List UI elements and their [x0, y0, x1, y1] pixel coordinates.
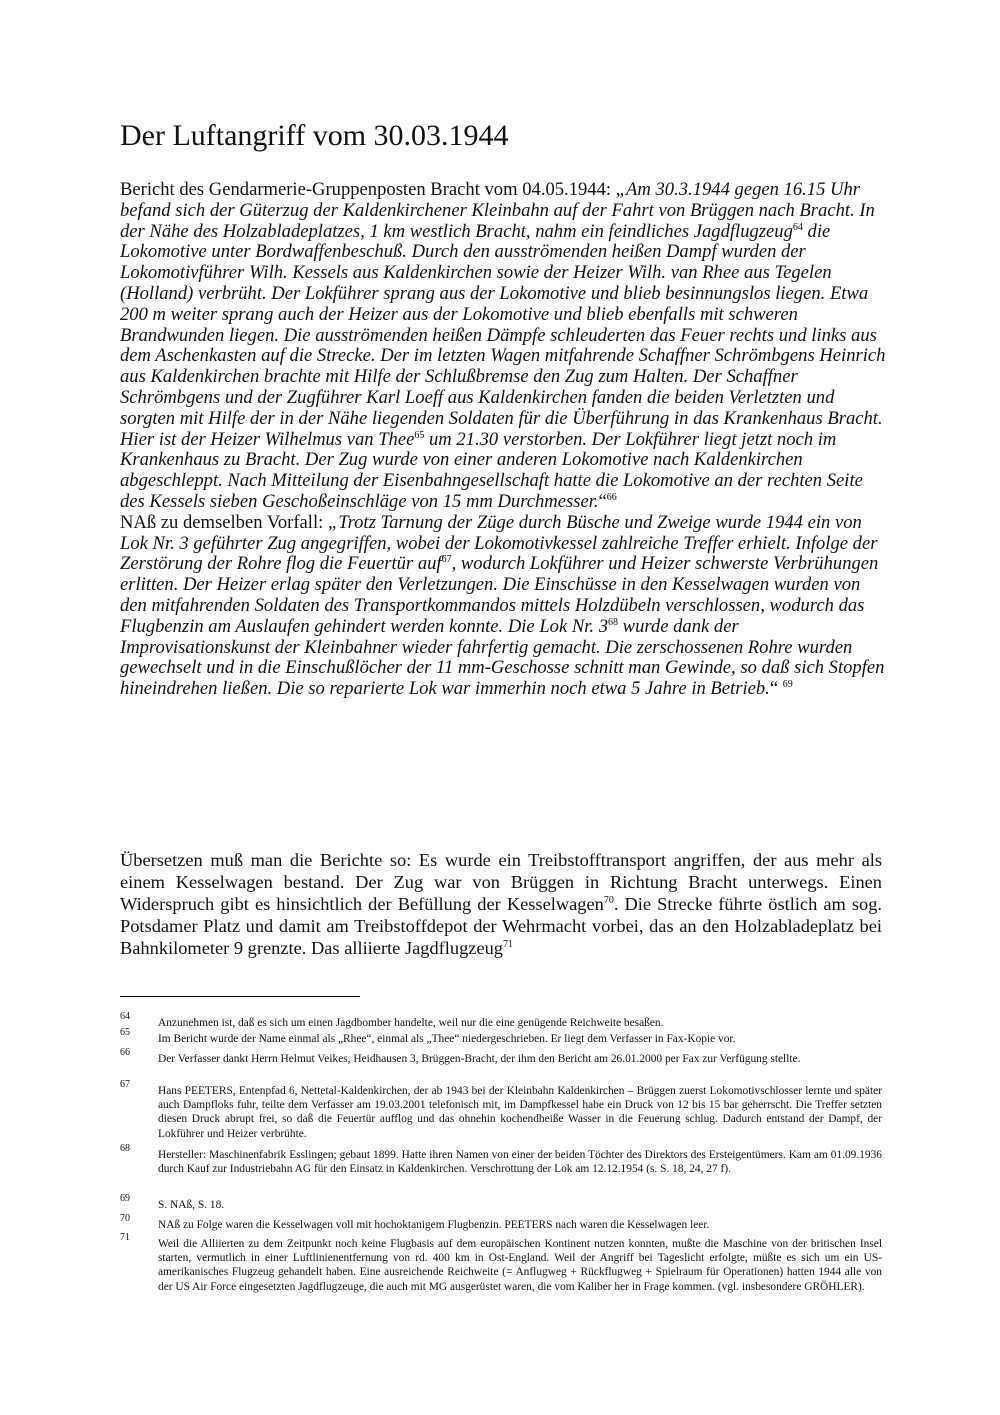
footnote-text: Anzunehmen ist, daß es sich um einen Jagdbomber handelte, weil nur die eine genügende Reichweite besaßen.: [158, 1017, 664, 1029]
footnote-number: 65: [120, 1027, 130, 1038]
footnote-ref-64[interactable]: 64: [792, 221, 803, 233]
nass-quote-part2: , wodurch Lokführer und Heizer schwerste Verbrühungen erlitten. Der Heizer erlag später den Verletzungen. Die Einschüsse in den Kesselwagen wurden von den mitfahrenden Soldaten des Transportkommandos mittels Holzdübeln verschlossen, wodurch das Flugbenzin am Auslaufen gehindert werden konnte. Die Lok Nr. 3: [120, 553, 879, 637]
nass-close-quote: “: [769, 678, 783, 700]
footnote-text: Hersteller: Maschinenfabrik Esslingen; gebaut 1899. Hatte ihren Namen von einer der beiden Töchter des Direktors des Ersteigentümers. Kam am 01.09.1936 durch Kauf zur Industriebahn AG für den Einsatz in Kaldenkirchen. Verschrottung der Lok am 12.12.1954 (s. S. 18, 24, 27 f).: [158, 1149, 882, 1176]
footnote-ref-70[interactable]: 70: [603, 894, 614, 906]
footnote-ref-68[interactable]: 68: [608, 616, 619, 628]
nass-quote-part3: wurde dank der Improvisationskunst der Kleinbahner wieder fahrfertig gemacht. Die zerschossenen Rohre wurden gewechselt und in die Einschußlöcher der 11 mm-Geschosse schnitt man Gewinde, so daß sich Stopfen hineindrehen ließen. Die so reparierte Lok war immerhin noch etwa 5 Jahre in Betrieb.: [120, 615, 885, 700]
footnote-number: 64: [120, 1011, 130, 1022]
footnote-text: Weil die Alliierten zu dem Zeitpunkt noch keine Flugbasis auf dem europäischen Kontinent nutzen konnten, mußte die Maschine von der britischen Insel starten, vermutlich in einer Luftlinienentfernung von rd. 400 km in Ost-England. Weil der Angriff bei Tageslicht erfolgte, müßte es sich um ein US-amerikanisches Flugzeug gehandelt haben. Eine ausreichende Reichweite (= Anflugweg + Rückflugweg + Spielraum für Operationen) hatten 1944 alle von der US Air Force eingesetzten Jagdflugzeuge, die auch mit MG ausgerüstet waren, die vom Kaliber her in Frage kommen. (vgl. insbesondere GRÖHLER).: [158, 1238, 882, 1293]
footnote-ref-65[interactable]: 65: [414, 429, 425, 441]
nass-paragraph: [120, 513, 890, 700]
page-title: Der Luftangriff vom 30.03.1944: [120, 119, 509, 152]
footnote-64: [120, 1011, 882, 1030]
footnote-number: 71: [120, 1232, 130, 1243]
footnote-number: 67: [120, 1079, 130, 1090]
report-quote-part1: „Am 30.3.1944 gegen 16.15 Uhr befand sich der Güterzug der Kaldenkirchener Kleinbahn auf der Fahrt von Brüggen nach Bracht. In der Nähe des Holzabladeplatzes, 1 km westlich Bracht, nahm ein feindliches Jagdflugzeug: [120, 179, 875, 242]
translation-part2: . Die Strecke führte östlich am sog. Potsdamer Platz und damit am Treibstoffdepot der Wehrmacht vorbei, das an den Holzabladeplatz bei Bahnkilometer 9 grenzte. Das alliierte Jagdflugzeug: [120, 894, 882, 958]
translation-part1: Übersetzen muß man die Berichte so: Es wurde ein Treibstofftransport angriffen, der aus mehr als einem Kesselwagen bestand. Der Zug war von Brüggen in Richtung Bracht unterwegs. Einen Widerspruch gibt es hinsichtlich der Befüllung der Kesselwagen: [120, 850, 882, 914]
report-intro: Bericht des Gendarmerie-Gruppenposten Bracht vom 04.05.1944:: [120, 179, 616, 200]
footnote-ref-69[interactable]: 69: [782, 678, 793, 690]
footnote-text: Der Verfasser dankt Herrn Helmut Veikes, Heidhausen 3, Brüggen-Bracht, der ihm den Bericht am 26.01.2000 per Fax zur Verfügung stellte.: [158, 1053, 801, 1065]
translation-paragraph: [120, 849, 882, 959]
footnote-text: Im Bericht wurde der Name einmal als „Rhee“, einmal als „Thee“ niedergeschrieben. Er liegt dem Verfasser in Fax-Kopie vor.: [158, 1033, 736, 1045]
report-paragraph: [120, 180, 890, 513]
footnote-ref-67[interactable]: 67: [441, 554, 452, 566]
footnote-text: S. NAß, S. 18.: [158, 1199, 225, 1211]
footnote-70: [120, 1213, 882, 1232]
footnote-text: NAß zu Folge waren die Kesselwagen voll mit hochoktanigem Flugbenzin. PEETERS nach waren die Kesselwagen leer.: [158, 1219, 710, 1231]
footnote-ref-71[interactable]: 71: [503, 938, 513, 950]
footnote-separator: [120, 996, 360, 997]
footnote-number: 68: [120, 1143, 130, 1154]
footnote-67: [120, 1079, 882, 1141]
footnote-66: [120, 1047, 882, 1066]
footnote-text: Hans PEETERS, Entenpfad 6, Nettetal-Kaldenkirchen, der ab 1943 bei der Kleinbahn Kaldenkirchen – Brüggen zuerst Lokomotivschlosser lernte und später auch Dampfloks fuhr, teilte dem Verfasser am 19.03.2001 telefonisch mit, im Dampfkessel habe ein Druck von 12 bis 15 bar geherrscht. Die Treffer setzten diesen Druck abrupt frei, so daß die Feuertür aufflog und das ohnehin kochendheiße Wasser in die Feuerung schlug. Dadurch entstand der Dampf, der Lokführer und Heizer verbrühte.: [158, 1085, 882, 1140]
footnote-69: [120, 1193, 882, 1212]
footnote-number: 70: [120, 1213, 130, 1224]
nass-intro: NAß zu demselben Vorfall:: [120, 511, 328, 533]
footnote-65: [120, 1027, 882, 1046]
report-quote-part3: um 21.30 verstorben. Der Lokführer liegt jetzt noch im Krankenhaus zu Bracht. Der Zug wurde von einer anderen Lokomotive nach Kaldenkirchen abgeschleppt. Nach Mitteilung der Eisenbahngesellschaft hatte die Lokomotive an der rechten Seite des Kessels sieben Geschoßeinschläge von 15 mm Durchmesser.: [120, 428, 863, 512]
report-close-quote: “: [598, 490, 607, 512]
report-quote-part2: die Lokomotive unter Bordwaffenbeschuß. Durch den ausströmenden heißen Dampf wurden der Lokomotivführer Wilh. Kessels aus Kaldenkirchen sowie der Heizer Wilh. van Rhee aus Tegelen (Holland) verbrüht. Der Lokführer sprang aus der Lokomotive und blieb besinnungslos liegen. Etwa 200 m weiter sprang auch der Heizer aus der Lokomotive und blieb ebenfalls mit schweren Brandwunden liegen. Die ausströmenden heißen Dämpfe schleuderten das Feuer rechts und links aus dem Aschenkasten auf die Strecke. Der im letzten Wagen mitfahrende Schaffner Schrömbgens Heinrich aus Kaldenkirchen brachte mit Hilfe der Schlußbremse den Zug zum Halten. Der Schaffner Schrömbgens und der Zugführer Karl Loeff aus Kaldenkirchen fanden die beiden Verletzten und sorgten mit Hilfe der in der Nähe liegenden Soldaten für die Überführung in das Krankenhaus Bracht. Hier ist der Heizer Wilhelmus van Thee: [120, 220, 886, 450]
footnote-ref-66[interactable]: 66: [606, 491, 617, 503]
footnote-71: [120, 1232, 882, 1294]
footnote-number: 69: [120, 1193, 130, 1204]
gendarmerie-report: [120, 180, 890, 700]
nass-quote-part1: „Trotz Tarnung der Züge durch Büsche und Zweige wurde 1944 ein von Lok Nr. 3 geführter Zug angegriffen, wobei der Lokomotivkessel zahlreiche Treffer erhielt. Infolge der Zerstörung der Rohre flog die Feuertür auf: [120, 511, 878, 575]
footnote-68: [120, 1143, 882, 1176]
footnote-number: 66: [120, 1047, 130, 1058]
